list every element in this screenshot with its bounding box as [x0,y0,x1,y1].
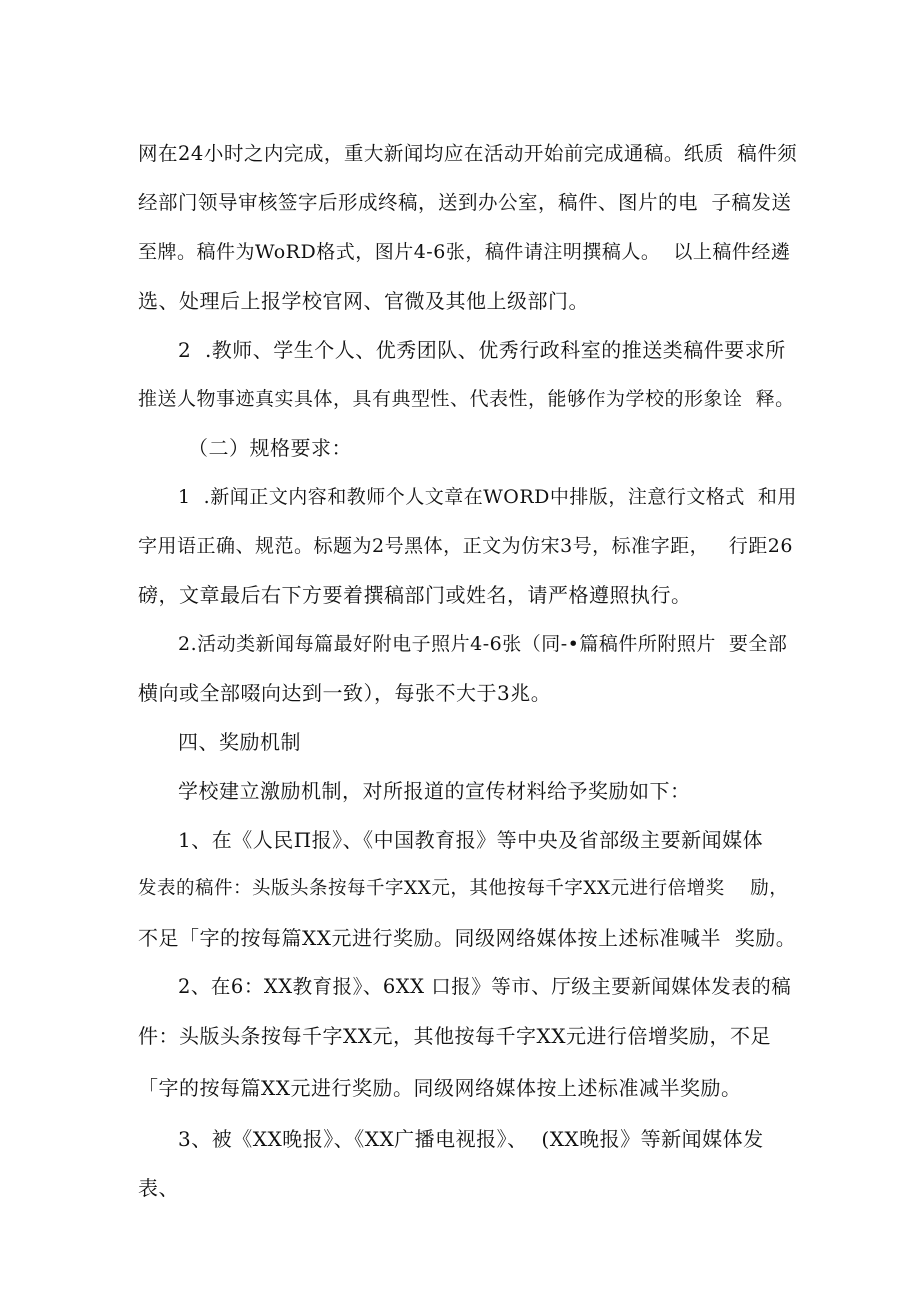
paragraph-line: 3、被《XX晚报》、《XX广播电视报》、 (XX晚报》等新闻媒体发 [178,1127,764,1151]
paragraph-line: 网在24小时之内完成，重大新闻均应在活动开始前完成通稿。纸质 稿件须 [138,142,798,165]
section-heading: 四、奖励机制 [178,730,301,754]
paragraph-line: 至牌。稿件为WoRD格式，图片4-6张，稿件请注明撰稿人。 以上稿件经遴 [138,241,791,263]
paragraph-line: 字用语正确、规范。标题为2号黑体，正文为仿宋3号，标准字距， 行距26 [138,535,793,557]
paragraph-line: 横向或全部啜向达到一致），每张不大于3兆。 [138,681,552,705]
paragraph-line: 「字的按每篇XX元进行奖励。同级网络媒体按上述标准减半奖励。 [138,1076,742,1100]
paragraph-line: 1 .新闻正文内容和教师个人文章在WORD中排版，注意行文格式 和用 [178,486,797,508]
paragraph-line: 1、在《人民Π报》、《中国教育报》等中央及省部级主要新闻媒体 [178,828,764,852]
paragraph-line: 推送人物事迹真实具体，具有典型性、代表性，能够作为学校的形象诠 释。 [138,388,795,410]
paragraph-line: 经部门领导审核签字后形成终稿，送到办公室，稿件、图片的电 子稿发送 [138,191,792,214]
paragraph-line: 2.活动类新闻每篇最好附电子照片4-6张（同-•篇稿件所附照片 要全部 [178,633,788,655]
paragraph-line: 不足「字的按每篇XX元进行奖励。同级网络媒体按上述标准喊半 奖励。 [138,926,797,950]
paragraph-line: 选、处理后上报学校官网、官微及其他上级部门。 [138,289,589,313]
paragraph-line: 2 .教师、学生个人、优秀团队、优秀行政科室的推送类稿件要求所 [178,338,786,362]
paragraph-line: 发表的稿件：头版头条按每千字XX元，其他按每千字XX元进行倍增奖 励， [138,878,789,899]
paragraph-line: 2、在6：XX教育报》、6XX 口报》等市、厅级主要新闻媒体发表的稿 [178,975,792,998]
section-heading: （二）规格要求： [188,436,352,460]
paragraph-line: 件：头版头条按每千字XX元，其他按每千字XX元进行倍增奖励，不足 [138,1024,771,1048]
paragraph-line: 学校建立激励机制，对所报道的宣传材料给予奖励如下： [178,779,691,803]
paragraph-line: 磅，文章最后右下方要着撰稿部门或姓名，请严格遵照执行。 [138,583,692,607]
paragraph-line: 表、 [138,1176,179,1200]
